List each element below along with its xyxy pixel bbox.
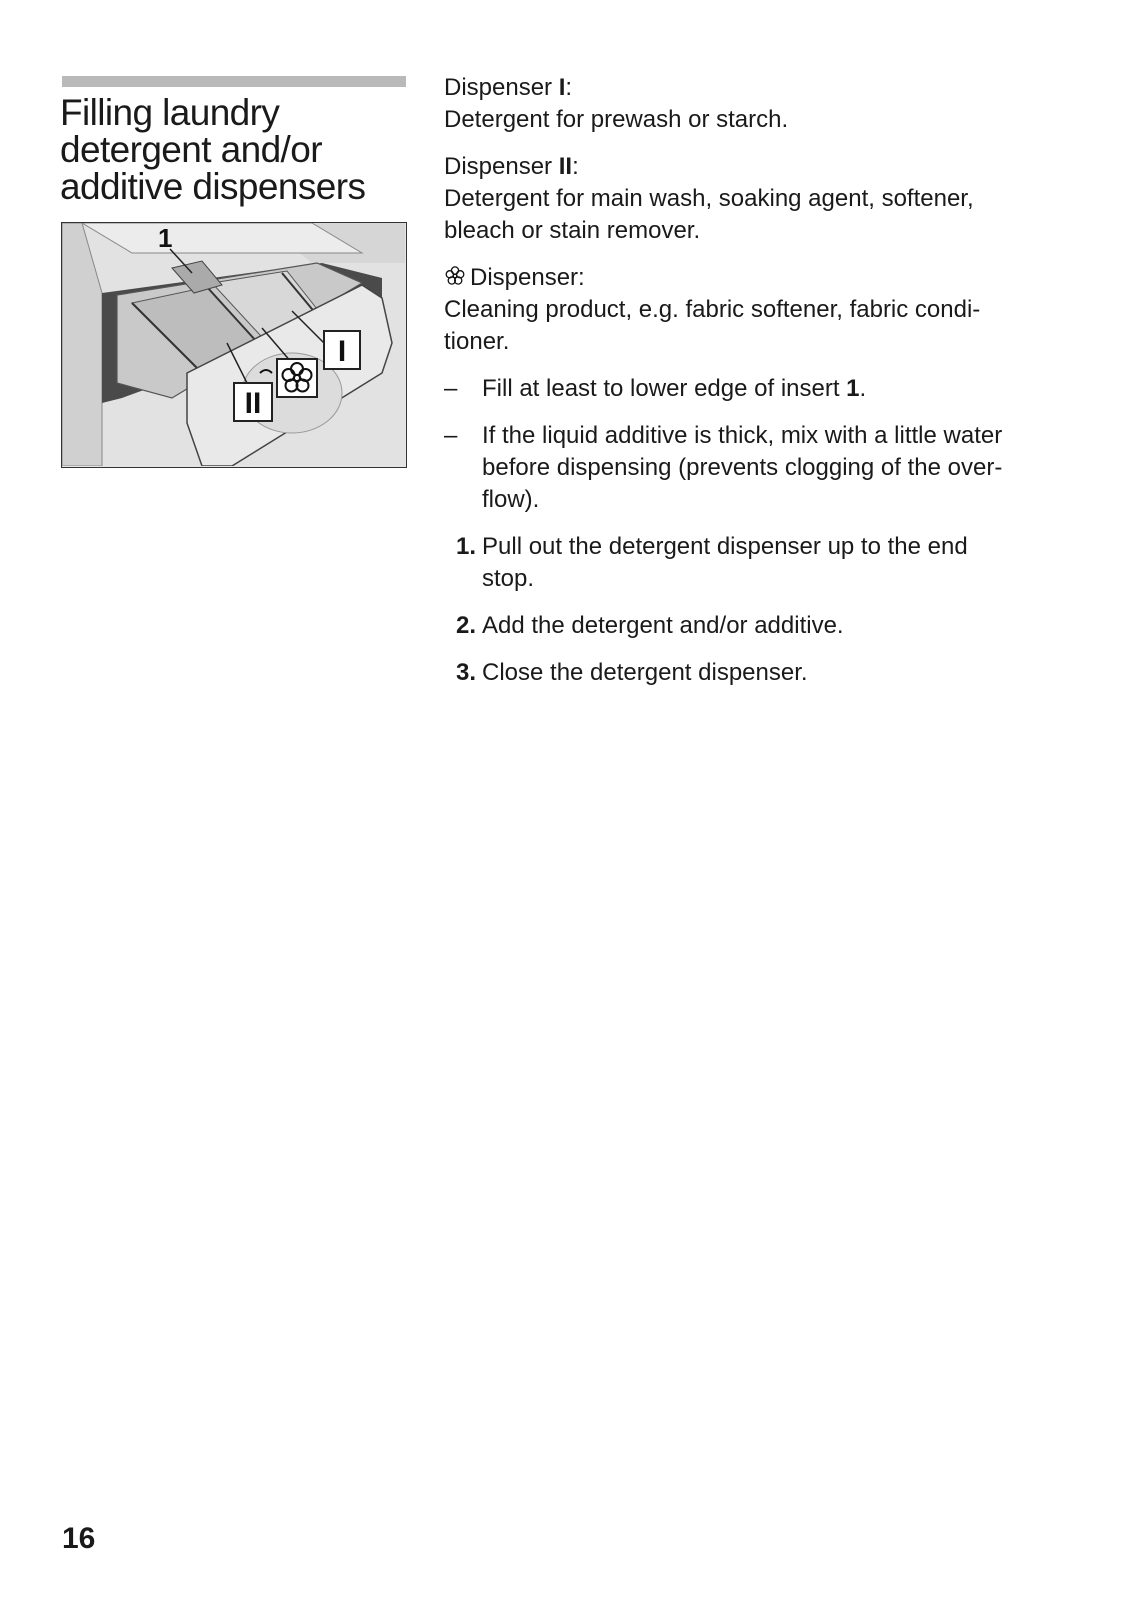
dispenser-drawing bbox=[62, 223, 405, 466]
dispenser-2-roman: II bbox=[558, 153, 573, 180]
heading-rule bbox=[62, 76, 406, 87]
note-text: If the liquid additive is thick, mix with a little water before dispensing (prevents clogging of the over-flow). bbox=[482, 422, 1003, 513]
dispenser-2-text-content: Detergent for main wash, soaking agent, softener, bleach or stain remover. bbox=[444, 185, 974, 244]
dispenser-flower-block bbox=[444, 262, 1064, 358]
dispenser-2-block bbox=[444, 151, 1064, 247]
step-number: 3. bbox=[455, 659, 476, 686]
dispenser-2-colon: : bbox=[572, 153, 579, 180]
callout-dispenser-1-label: I bbox=[337, 335, 347, 368]
dispenser-2-heading bbox=[444, 151, 1064, 183]
page-title-line-1: Filling laundry bbox=[60, 92, 280, 133]
step-text: Pull out the detergent dispenser up to the end stop. bbox=[482, 533, 968, 592]
dispenser-1-label: Dispenser bbox=[444, 74, 559, 101]
page-number: 16 bbox=[62, 1522, 96, 1555]
dispenser-1-heading bbox=[444, 72, 1064, 104]
instructions-column bbox=[444, 72, 1064, 704]
step-text: Add the detergent and/or additive. bbox=[482, 612, 844, 639]
flower-icon bbox=[444, 265, 466, 287]
page-title-line-3: additive dispensers bbox=[60, 166, 366, 207]
step-text: Close the detergent dispenser. bbox=[482, 659, 808, 686]
dispenser-2-label: Dispenser bbox=[444, 153, 559, 180]
insert-reference: 1 bbox=[846, 375, 860, 402]
step-number: 2. bbox=[455, 612, 476, 639]
page-title-line-2: detergent and/or bbox=[60, 129, 322, 170]
dispenser-1-block bbox=[444, 72, 1064, 136]
callout-dispenser-2-label: II bbox=[244, 387, 262, 420]
note-end: . bbox=[859, 375, 867, 402]
callout-insert-label: 1 bbox=[158, 223, 173, 253]
step-item bbox=[444, 657, 1064, 689]
step-item bbox=[444, 531, 1022, 595]
dispenser-2-text bbox=[444, 183, 1034, 247]
dispenser-1-colon: : bbox=[565, 74, 573, 101]
dash-bullet: – bbox=[444, 375, 458, 402]
dispenser-1-text: Detergent for prewash or starch. bbox=[444, 106, 789, 133]
note-text: Fill at least to lower edge of insert bbox=[482, 375, 847, 402]
step-number: 1. bbox=[455, 533, 476, 560]
dispenser-flower-heading bbox=[444, 262, 1064, 294]
step-item bbox=[444, 610, 1064, 642]
dispenser-flower-text bbox=[444, 294, 1034, 358]
dash-bullet: – bbox=[444, 422, 458, 449]
dispenser-flower-text-content: Cleaning product, e.g. fabric softener, fabric condi-tioner. bbox=[444, 296, 981, 355]
page-title bbox=[60, 94, 410, 205]
dispenser-flower-label: Dispenser: bbox=[470, 264, 585, 291]
dispenser-1-roman: I bbox=[558, 74, 566, 101]
dispenser-illustration bbox=[61, 222, 407, 468]
note-item bbox=[444, 420, 1042, 516]
note-item bbox=[444, 373, 1064, 405]
